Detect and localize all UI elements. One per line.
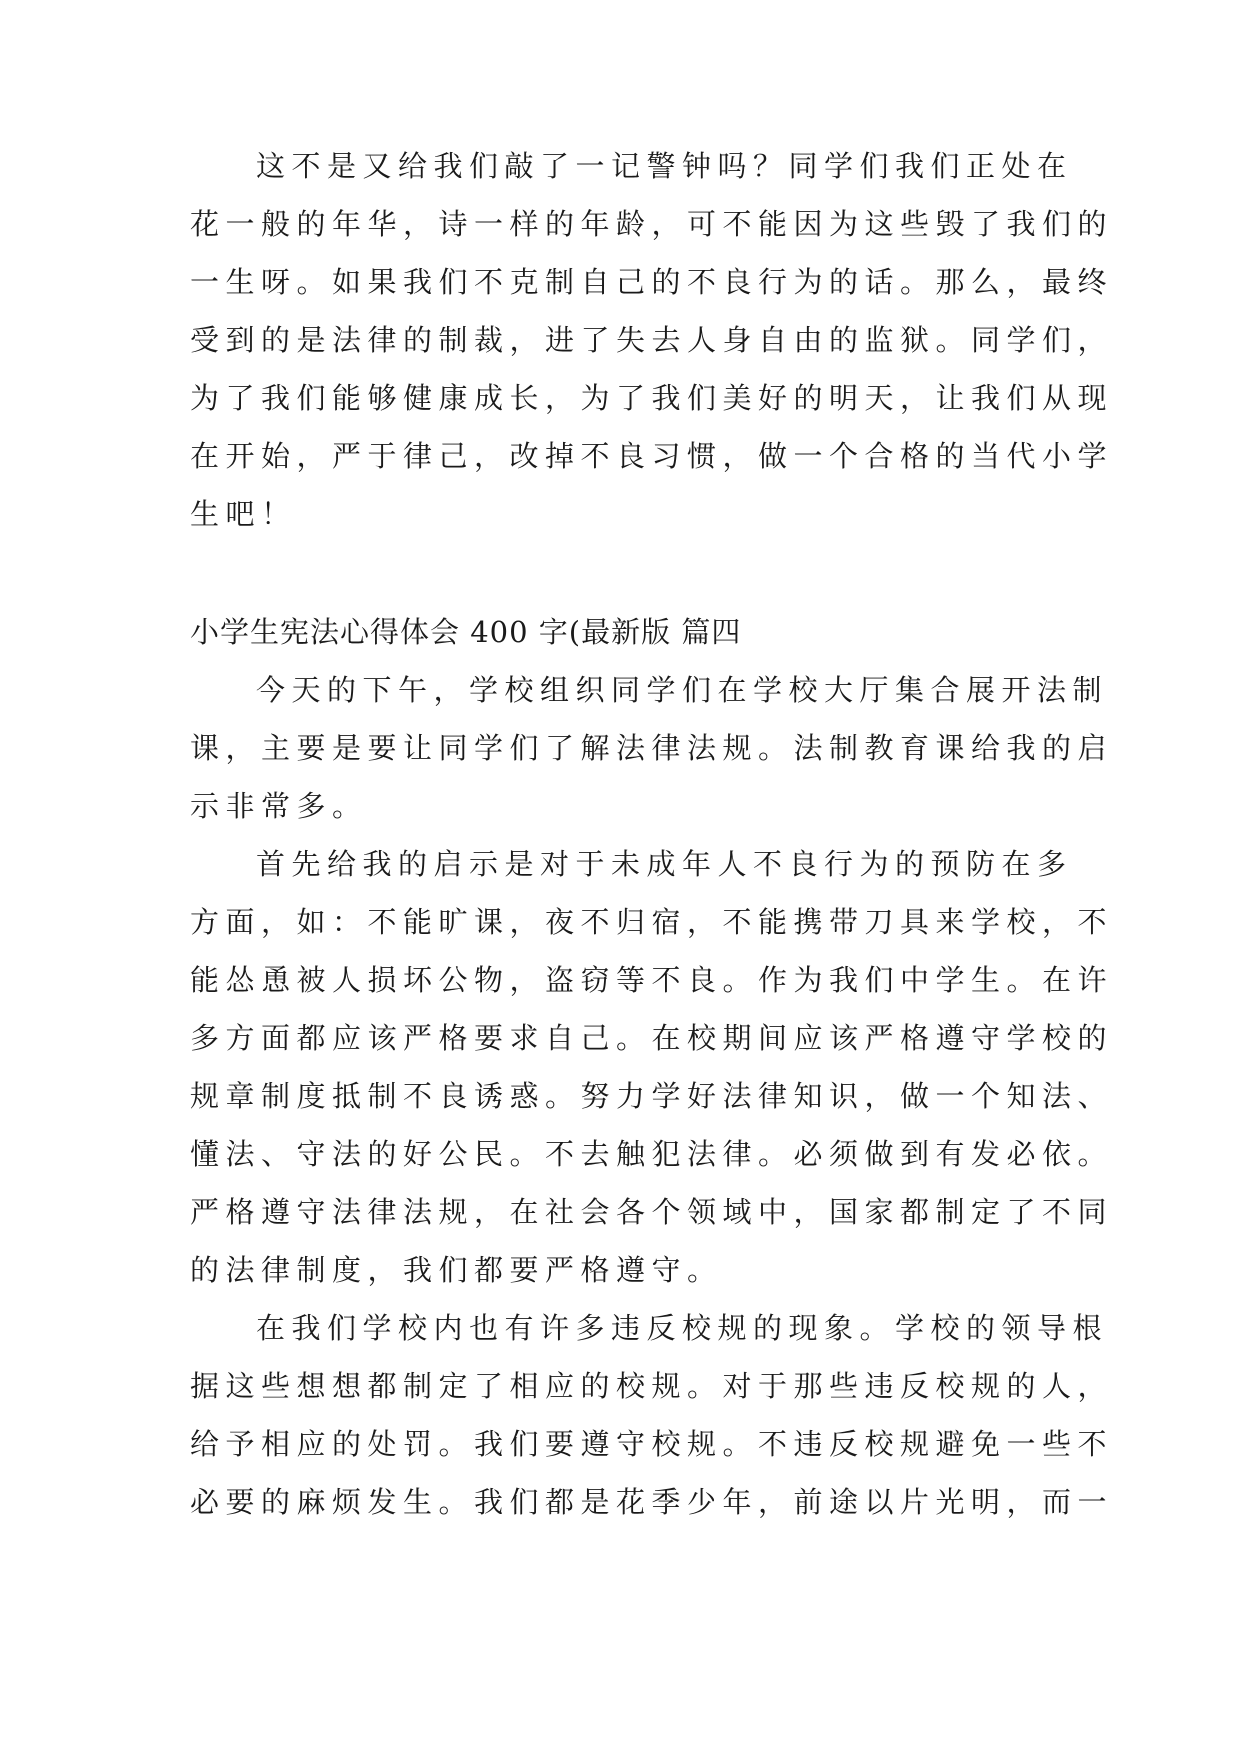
paragraph-3-line-6: 懂法、守法的好公民。不去触犯法律。必须做到有发必依。 xyxy=(190,1137,1114,1171)
paragraph-1-line-5: 为了我们能够健康成长，为了我们美好的明天，让我们从现 xyxy=(190,381,1114,415)
paragraph-1-line-6: 在开始，严于律己，改掉不良习惯，做一个合格的当代小学 xyxy=(190,439,1114,473)
paragraph-1-line-3: 一生呀。如果我们不克制自己的不良行为的话。那么，最终 xyxy=(190,265,1114,299)
paragraph-2-line-2: 课，主要是要让同学们了解法律法规。法制教育课给我的启 xyxy=(190,731,1114,765)
paragraph-4-line-3: 给予相应的处罚。我们要遵守校规。不违反校规避免一些不 xyxy=(190,1427,1114,1461)
paragraph-4-line-4: 必要的麻烦发生。我们都是花季少年，前途以片光明，而一 xyxy=(190,1485,1114,1519)
paragraph-3-line-3: 能怂恿被人损坏公物，盗窃等不良。作为我们中学生。在许 xyxy=(190,963,1114,997)
paragraph-1-line-1: 这不是又给我们敲了一记警钟吗？同学们我们正处在 xyxy=(256,149,1073,183)
paragraph-1-line-7: 生吧！ xyxy=(190,497,297,531)
paragraph-3-line-8: 的法律制度，我们都要严格遵守。 xyxy=(190,1253,723,1287)
paragraph-3-line-5: 规章制度抵制不良诱惑。努力学好法律知识，做一个知法、 xyxy=(190,1079,1114,1113)
section-heading: 小学生宪法心得体会 400 字(最新版 篇四 xyxy=(190,615,742,649)
paragraph-1-line-4: 受到的是法律的制裁，进了失去人身自由的监狱。同学们， xyxy=(190,323,1114,357)
paragraph-3-line-1: 首先给我的启示是对于未成年人不良行为的预防在多 xyxy=(256,847,1073,881)
paragraph-1-line-2: 花一般的年华，诗一样的年龄，可不能因为这些毁了我们的 xyxy=(190,207,1114,241)
paragraph-3-line-4: 多方面都应该严格要求自己。在校期间应该严格遵守学校的 xyxy=(190,1021,1114,1055)
paragraph-3-line-7: 严格遵守法律法规，在社会各个领域中，国家都制定了不同 xyxy=(190,1195,1114,1229)
paragraph-3-line-2: 方面，如：不能旷课，夜不归宿，不能携带刀具来学校，不 xyxy=(190,905,1114,939)
paragraph-2-line-3: 示非常多。 xyxy=(190,789,368,823)
paragraph-4-line-2: 据这些想想都制定了相应的校规。对于那些违反校规的人， xyxy=(190,1369,1114,1403)
paragraph-2-line-1: 今天的下午，学校组织同学们在学校大厅集合展开法制 xyxy=(256,673,1109,707)
paragraph-4-line-1: 在我们学校内也有许多违反校规的现象。学校的领导根 xyxy=(256,1311,1109,1345)
